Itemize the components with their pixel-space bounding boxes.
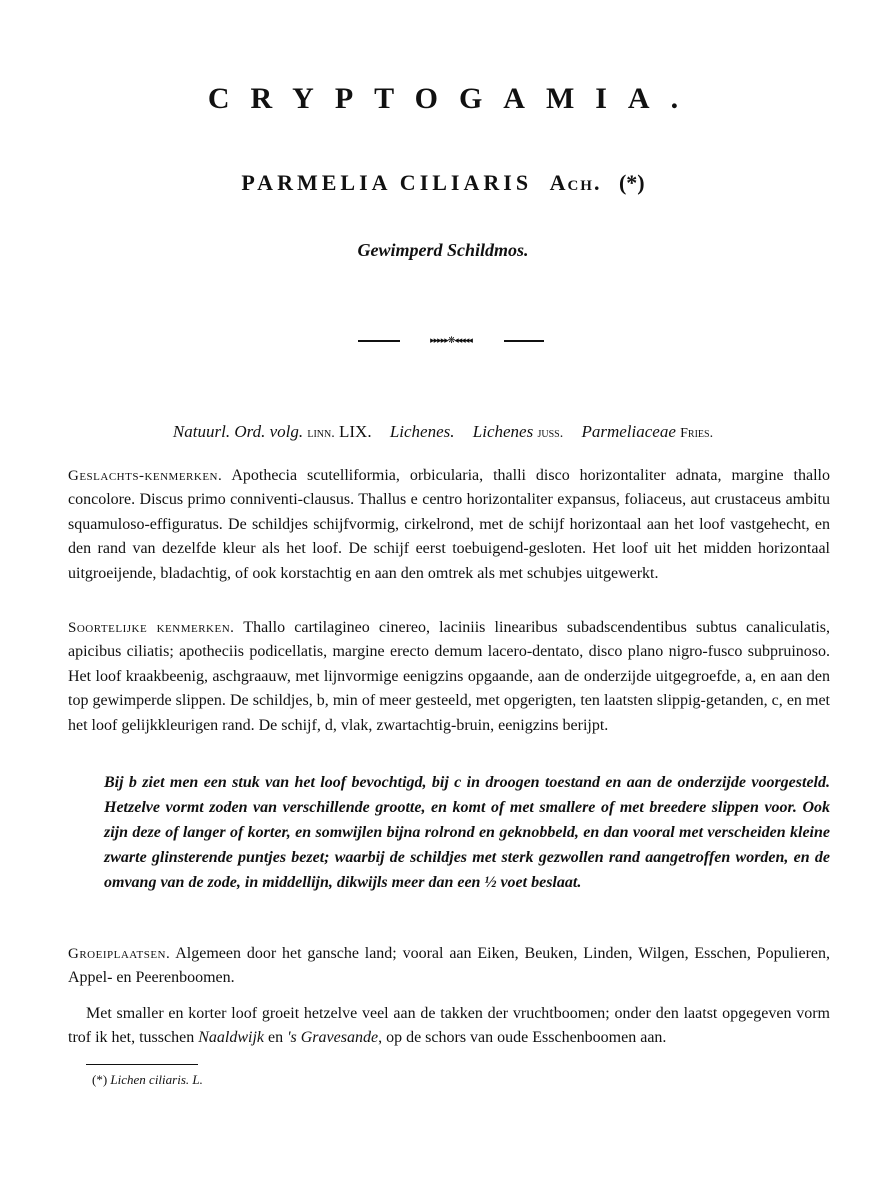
order-lichenes: Lichenes. — [389, 422, 455, 441]
locality-text-before: Met smaller en korter loof groeit hetzelve veel aan de takken der vruchtboomen; onder den laatst opgegeven vorm trof ik het, tusschen — [68, 1005, 830, 1047]
species-author: Ach. — [549, 170, 602, 195]
footnote-rule — [86, 1064, 198, 1065]
locality-place-gravesande: 's Gravesande — [287, 1029, 379, 1047]
locality-conjunction: en — [267, 1029, 284, 1047]
locality-place-naaldwijk: Naaldwijk — [198, 1029, 264, 1047]
footnote-text: Lichen ciliaris. L. — [110, 1072, 203, 1087]
species-characters-paragraph — [68, 616, 830, 738]
genus-characters-text: Apothecia scutelliformia, orbicularia, thalli disco horizontaliter adnata, margine thallo concolore. Discus primo conniventi-clausus. Thallus e centro horizontaliter expansus, foliaceus, aut crustaceus ambitu squamuloso-effiguratus. De schildjes schijfvormig, cirkelrond, met de schijf horizontaal aan het loof vastgehecht, en den rand van dezelfde kleur als het loof. De schijf eerst toebuigend-gesloten. Het loof uit het midden horizontaal uitgroeijende, bladachtig, of ook korstachtig en aan den omtrek als met schubjes uitgewerkt. — [68, 467, 830, 582]
observation-text: Bij b ziet men een stuk van het loof bevochtigd, bij c in droogen toestand en aan de onderzijde voorgesteld. Hetzelve vormt zoden van verschillende grootte, en komt of met smallere of met breedere slippen voor. Ook zijn deze of langer of korter, en somwijlen bijna rolrond en geknobbeld, en dan vooral met verscheiden kleine zwarte glinsterende puntjes bezet; waarbij de schildjes met sterk gezwollen rand aangetroffen worden, en de omvang van de zode, in middellijn, dikwijls meer dan een ½ voet beslaat. — [104, 774, 830, 891]
species-name: PARMELIA CILIARIS — [241, 170, 533, 195]
ornament-glyphs: ▸▸▸▸▸❋◂◂◂◂◂ — [430, 336, 472, 346]
habitat-paragraph — [68, 942, 830, 991]
page-title: CRYPTOGAMIA. — [207, 82, 700, 115]
footnote-reference: (*) — [618, 170, 645, 195]
order-juss: juss. — [537, 426, 564, 441]
natural-order-line — [0, 422, 886, 442]
order-fries: Fries. — [680, 426, 714, 441]
ornament-line-left — [358, 340, 400, 342]
genus-characters-heading: Geslachts-kenmerken. — [68, 468, 223, 484]
locality-text-after: , op de schors van oude Esschenboomen aan. — [378, 1029, 667, 1047]
order-label: Natuurl. Ord. volg. — [172, 422, 304, 441]
footnote-ref: (*) — [92, 1072, 108, 1087]
species-characters-heading: Soortelijke kenmerken. — [68, 620, 235, 636]
species-heading — [0, 170, 886, 196]
genus-characters-paragraph — [68, 464, 830, 586]
ornament-divider — [358, 334, 544, 348]
locality-paragraph — [68, 1002, 830, 1051]
observation-paragraph — [104, 770, 830, 895]
species-characters-text: Thallo cartilagineo cinereo, laciniis linearibus subadscendentibus subtus canaliculatis, apicibus ciliatis; apotheciis podicellatis, margine erecto demum lacero-dentato, disco plano nigro-fusco subpruinoso. Het loof kraakbeenig, aschgraauw, met lijnvormige eenigzins opgaande, aan de onderzijde uitgegroefde, a, en aan den top gewimperde slippen. De schildjes, b, min of meer gesteeld, met opgerigten, ten laatsten slippig-getanden, c, en met het loof gelijkkleurigen rand. De schijf, d, vlak, zwartachtig-bruin, eenigzins berijpt. — [68, 619, 830, 734]
order-lichenes-juss: Lichenes — [472, 422, 534, 441]
footnote — [92, 1072, 203, 1088]
ornament-line-right — [504, 340, 544, 342]
order-linn: linn. — [307, 426, 335, 441]
order-family: Parmeliaceae — [581, 422, 676, 441]
habitat-heading: Groeiplaatsen. — [68, 946, 171, 962]
order-linn-number: LIX. — [339, 422, 372, 441]
common-name: Gewimperd Schildmos. — [357, 240, 529, 260]
habitat-text: Algemeen door het gansche land; vooral aan Eiken, Beuken, Linden, Wilgen, Esschen, Populieren, Appel- en Peerenboomen. — [68, 945, 831, 987]
